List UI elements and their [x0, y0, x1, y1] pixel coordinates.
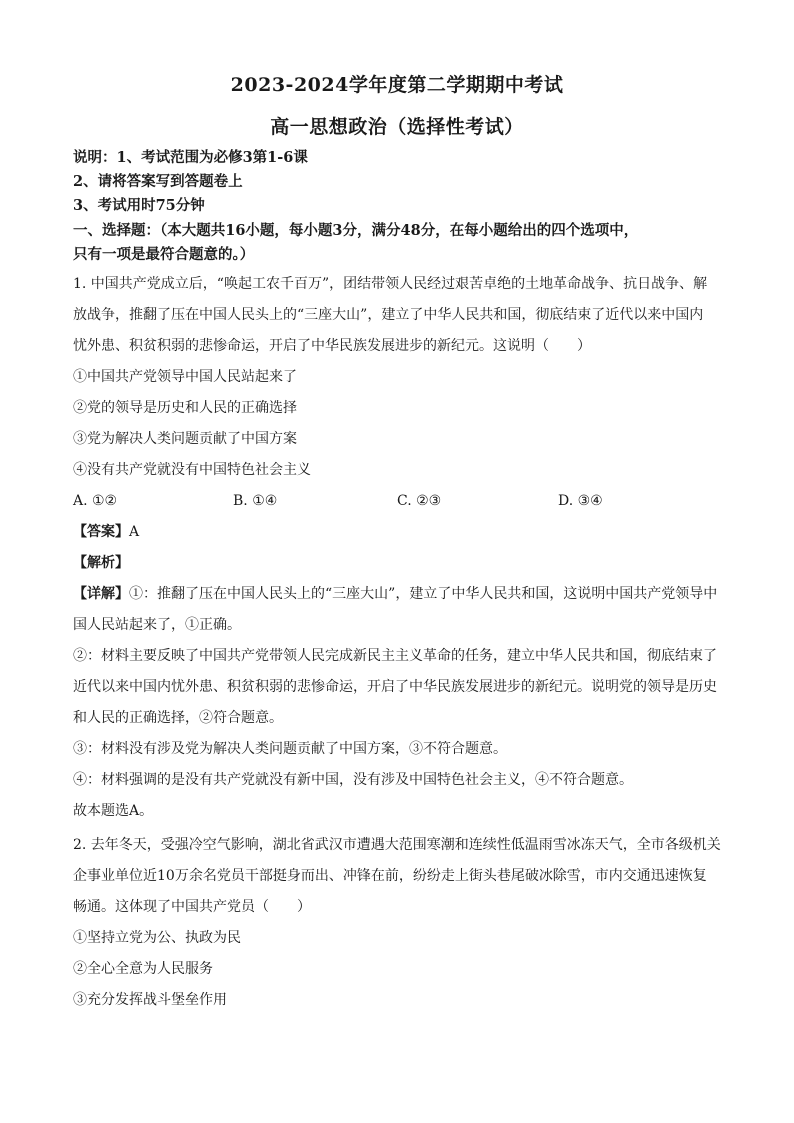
- q1-detail-line: 和人民的正确选择，②符合题意。: [73, 710, 283, 726]
- q1-conclusion: 故本题选A。: [73, 803, 154, 819]
- answer-value: A: [129, 524, 140, 540]
- note-scope: 说明：1、考试范围为必修3第1-6课: [73, 149, 308, 166]
- q1-detail-line: 国人民站起来了，①正确。: [73, 617, 241, 633]
- q1-stem-line: 1. 中国共产党成立后，“唤起工农千百万”，团结带领人民经过艰苦卓绝的土地革命战争、抗日战争、解: [73, 276, 708, 292]
- q1-option-d: D. ③④: [558, 493, 603, 509]
- q1-stem-line: 放战争，推翻了压在中国人民头上的“三座大山”，建立了中华人民共和国，彻底结束了近代以来中国内: [73, 307, 704, 323]
- page-subtitle: 高一思想政治（选择性考试）: [270, 116, 524, 138]
- q1-item: ②党的领导是历史和人民的正确选择: [73, 400, 297, 416]
- q2-stem-line: 畅通。这体现了中国共产党员（ ）: [73, 899, 311, 915]
- q2-stem-line: 2. 去年冬天，受强冷空气影响，湖北省武汉市遭遇大范围寒潮和连续性低温雨雪冰冻天气，全市各级机关: [73, 837, 721, 853]
- q2-item: ③充分发挥战斗堡垒作用: [73, 992, 227, 1008]
- q1-option-c: C. ②③: [397, 493, 442, 509]
- q1-stem-line: 忧外患、积贫积弱的悲惨命运，开启了中华民族发展进步的新纪元。这说明（ ）: [73, 338, 591, 354]
- detail-tag: 【详解】: [73, 586, 129, 602]
- q2-stem-line: 企事业单位近10万余名党员干部挺身而出、冲锋在前，纷纷走上街头巷尾破冰除雪，市内交通迅速恢复: [73, 868, 707, 884]
- q1-detail-line: 近代以来中国内忧外患、积贫积弱的悲惨命运，开启了中华民族发展进步的新纪元。说明党的领导是历史: [73, 679, 717, 695]
- q2-item: ②全心全意为人民服务: [73, 961, 213, 977]
- q1-answer: [73, 522, 733, 542]
- q1-detail-line: [73, 584, 733, 604]
- note-answer-sheet: 2、请将答案写到答题卷上: [73, 173, 243, 190]
- analysis-tag: 【解析】: [73, 555, 129, 571]
- answer-tag: 【答案】: [73, 524, 129, 540]
- q1-option-a: A. ①②: [73, 493, 118, 509]
- q1-analysis-tag: [73, 553, 733, 573]
- q1-item: ④没有共产党就没有中国特色社会主义: [73, 462, 311, 478]
- note-duration: 3、考试用时75分钟: [73, 197, 205, 214]
- q1-detail-line: ②：材料主要反映了中国共产党带领人民完成新民主主义革命的任务，建立中华人民共和国，彻底结束了: [73, 648, 717, 664]
- q1-detail-line: ④：材料强调的是没有共产党就没有新中国，没有涉及中国特色社会主义，④不符合题意。: [73, 772, 633, 788]
- section-heading-cont: 只有一项是最符合题意的。）: [73, 246, 255, 263]
- detail-text: ①：推翻了压在中国人民头上的“三座大山”，建立了中华人民共和国，这说明中国共产党领导中: [129, 586, 718, 602]
- section-heading: 一、选择题：（本大题共16小题，每小题3分，满分48分，在每小题给出的四个选项中，: [73, 222, 639, 239]
- page-title: 2023-2024学年度第二学期期中考试: [230, 74, 564, 96]
- q1-item: ①中国共产党领导中国人民站起来了: [73, 369, 297, 385]
- q1-detail-line: ③：材料没有涉及党为解决人类问题贡献了中国方案，③不符合题意。: [73, 741, 507, 757]
- q1-option-b: B. ①④: [233, 493, 278, 509]
- q1-item: ③党为解决人类问题贡献了中国方案: [73, 431, 297, 447]
- q2-item: ①坚持立党为公、执政为民: [73, 930, 241, 946]
